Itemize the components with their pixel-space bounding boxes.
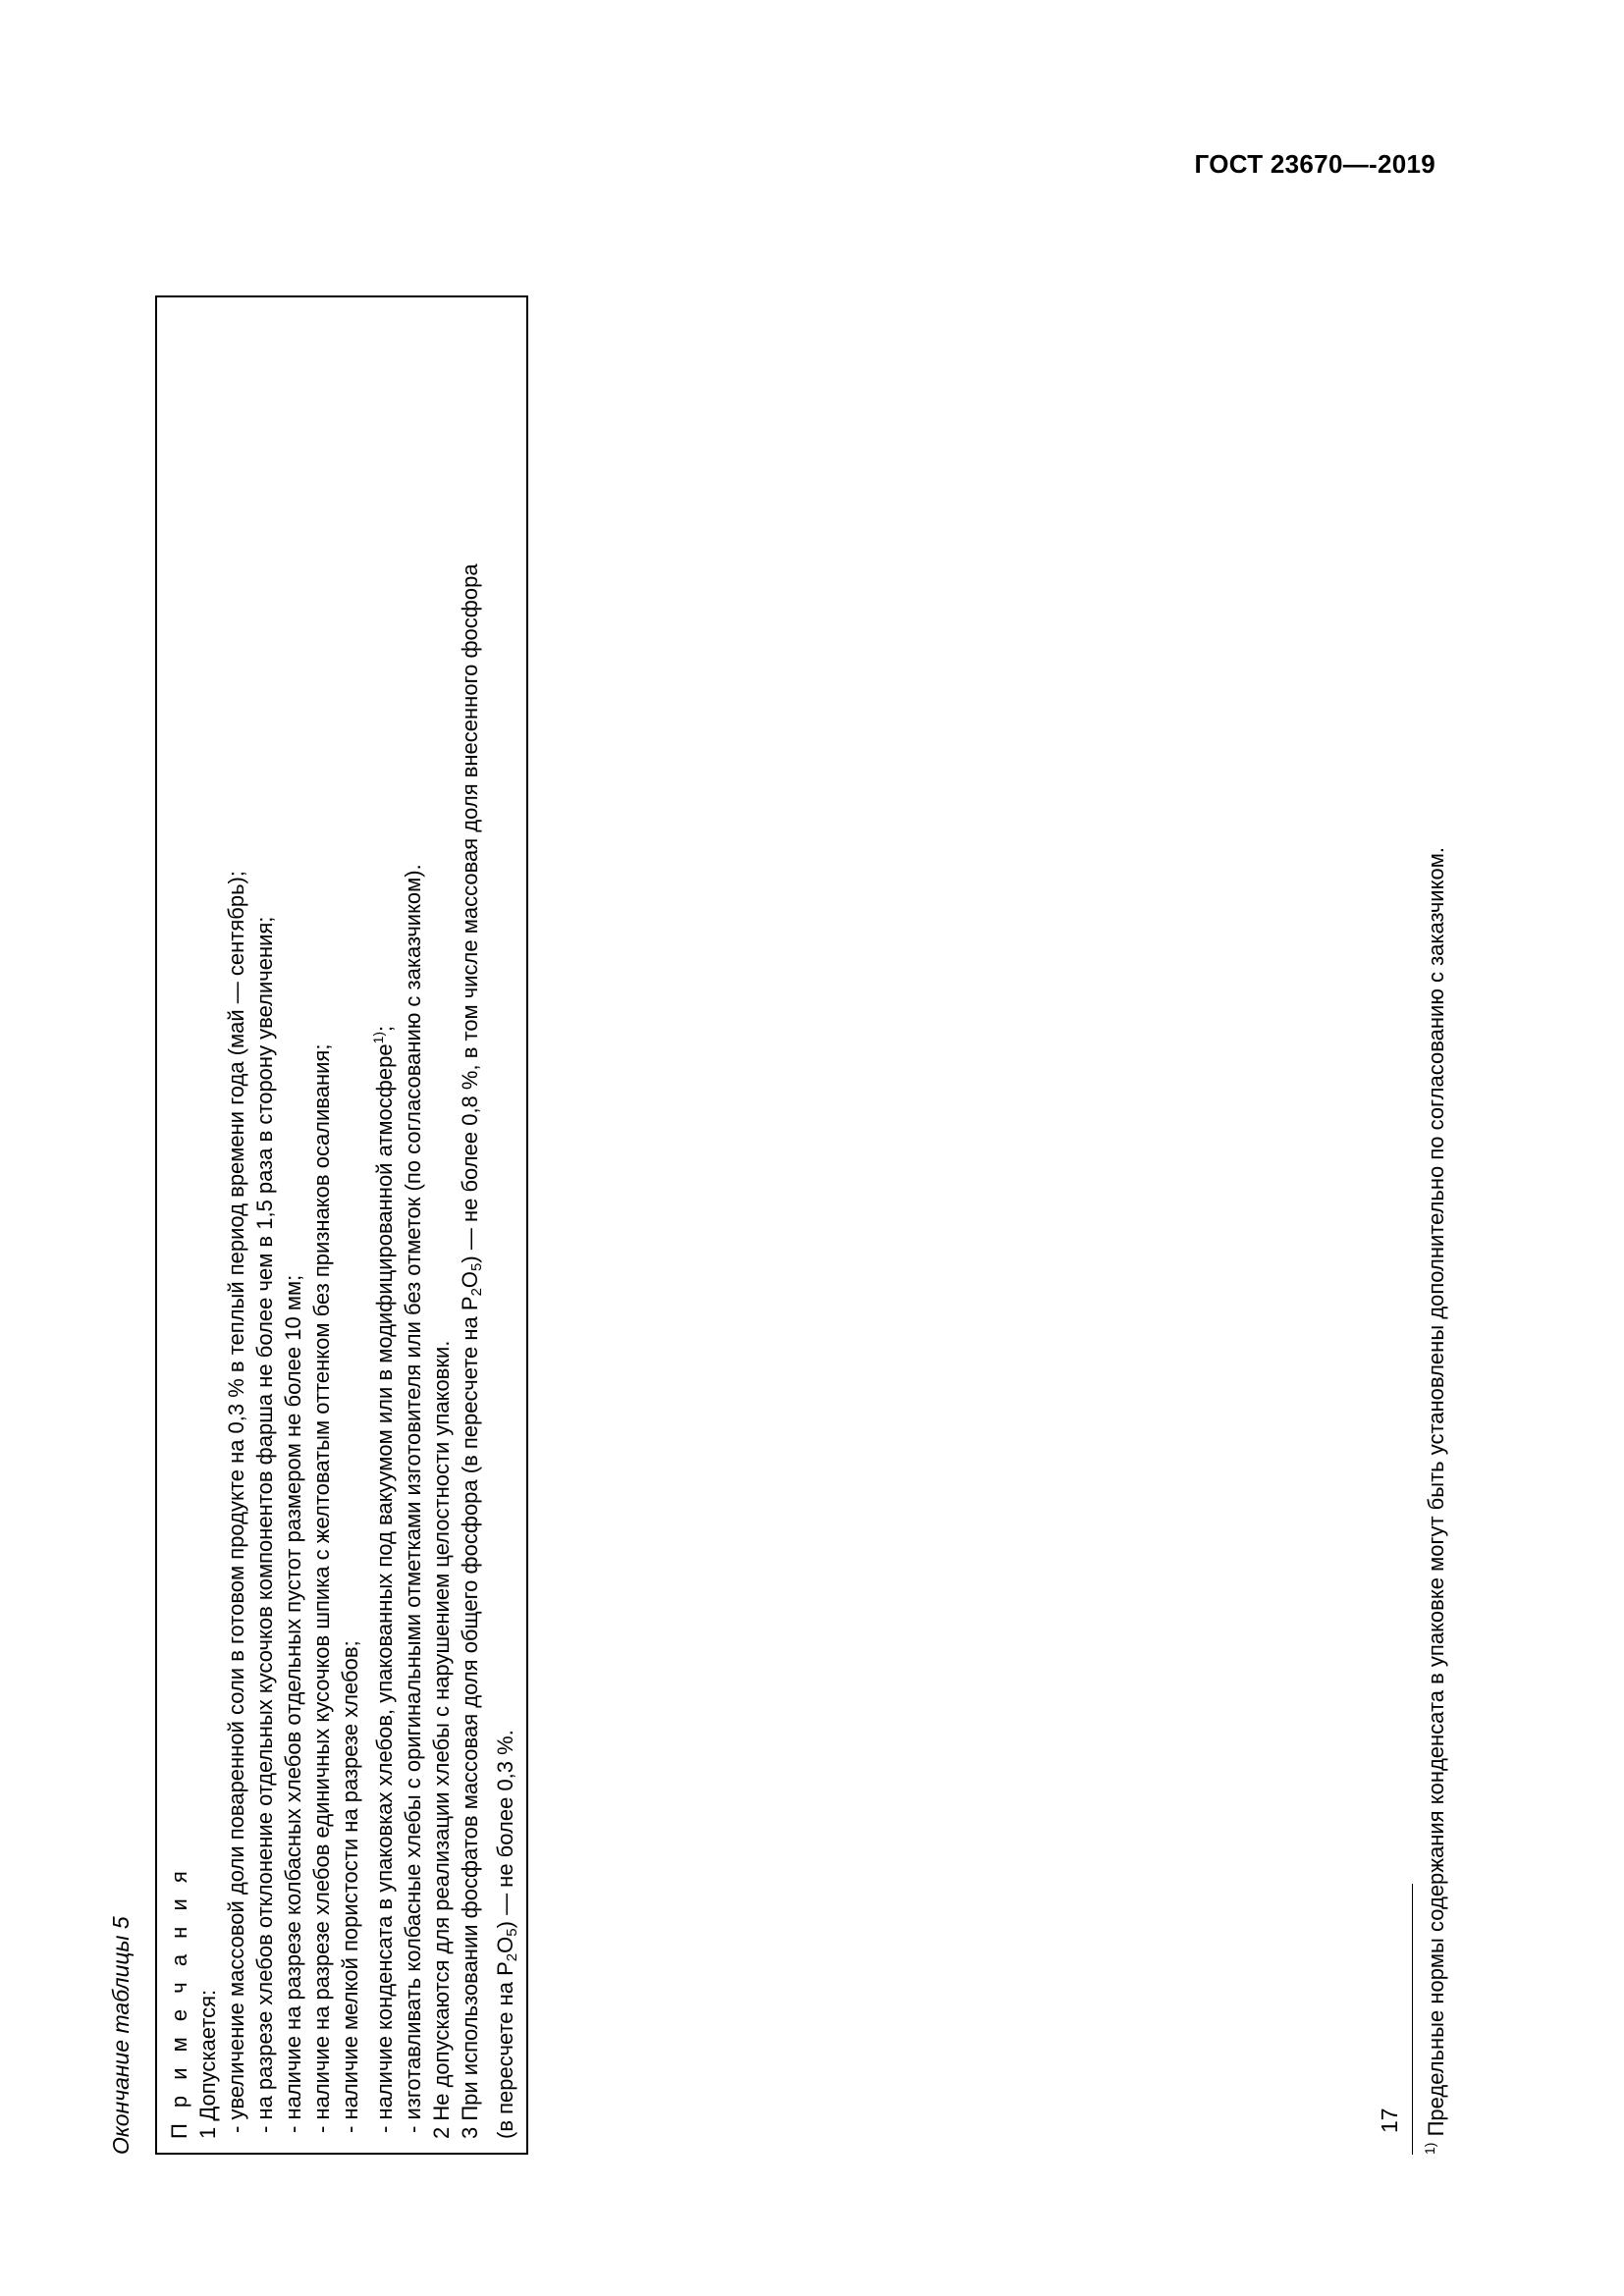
note-1: 1 Допускается: — [195, 1989, 220, 2139]
note-1-item-6 — [364, 309, 399, 2139]
note-3 — [456, 309, 491, 2139]
note-3-continuation — [491, 309, 526, 2139]
notes-title: П р и м е ч а н и я — [167, 1866, 191, 2139]
note-1-item-5: - наличие мелкой пористости на разрезе хлебов; — [338, 1640, 362, 2133]
note-1-item-3: - наличие на разрезе колбасных хлебов отдельных пустот размером не более 10 мм; — [281, 1274, 305, 2133]
subscript-2: 2 — [504, 1952, 520, 1962]
rotated-page-content — [98, 231, 1483, 2155]
note-3-part-b: ) — не более 0,8 %, в том числе массовая доля внесенного фосфора — [458, 563, 482, 1263]
note-3-part-c: (в пересчете на P — [493, 1961, 517, 2139]
note-1-item-6-end: ; — [372, 1025, 397, 1032]
footnote — [1422, 847, 1449, 2155]
note-3-part-d: ) — не более 0,3 %. — [493, 1730, 517, 1929]
note-1-item-4: - наличие на разрезе хлебов единичных кусочков шпика с желтоватым оттенком без признаков осаливания; — [309, 1043, 334, 2133]
note-1-item-2: - на разрезе хлебов отклонение отдельных кусочков компонентов фарша не более чем в 1,5 раза в сторону увеличения; — [252, 916, 277, 2133]
note-2: 2 Не допускаются для реализации хлебы с нарушением целостности упаковки. — [429, 1340, 454, 2139]
footnote-divider — [1412, 1884, 1413, 2155]
note-1-item-1: - увеличение массовой доли поваренной соли в готовом продукте на 0,3 % в теплый период времени года (май — сентябрь); — [224, 871, 248, 2133]
footnote-ref: 1) — [370, 1031, 386, 1044]
footnote-marker: 1) — [1422, 2142, 1437, 2155]
page-number: 17 — [1377, 2108, 1402, 2133]
table-caption: Окончание таблицы 5 — [108, 1916, 134, 2155]
footnote-text: Предельные нормы содержания конденсата в упаковке могут быть установлены дополнительно по согласованию с заказчиком. — [1424, 847, 1448, 2143]
subscript-5: 5 — [504, 1928, 520, 1937]
notes-box — [155, 295, 528, 2155]
note-1-item-6-text: - наличие конденсата в упаковках хлебов, упакованных под вакуумом или в модифицированной атмосфере — [372, 1043, 397, 2133]
note-3-part-a: 3 При использовании фосфатов массовая доля общего фосфора (в пересчете на P — [458, 1296, 482, 2139]
standard-header: ГОСТ 23670—-2019 — [1194, 149, 1435, 179]
note-1-item-7: - изготавливать колбасные хлебы с оригинальными отметками изготовителя или без отметок (по согласованию с заказчиком). — [401, 864, 425, 2133]
oxygen-symbol: O — [458, 1270, 482, 1289]
subscript-5: 5 — [468, 1262, 485, 1271]
subscript-2: 2 — [468, 1288, 485, 1297]
page-number-wrap — [1377, 2108, 1403, 2133]
oxygen-symbol: O — [493, 1936, 517, 1953]
